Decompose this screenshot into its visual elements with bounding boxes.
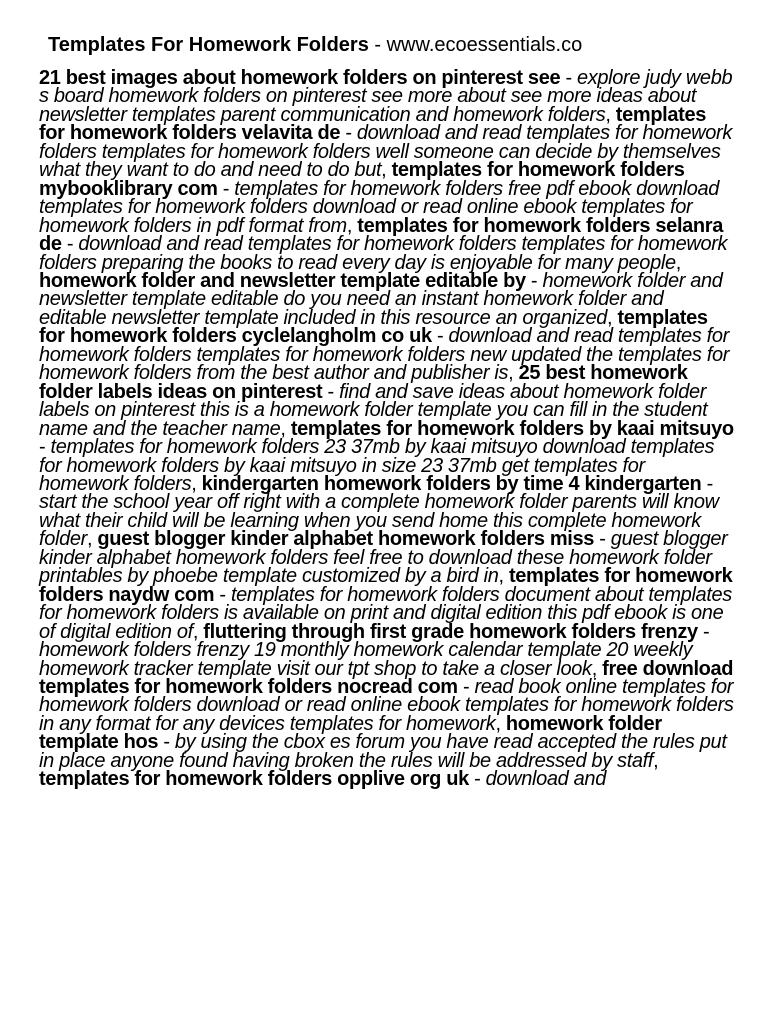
entry-description: download and read templates for homework folders templates for homework folders new updated the templates for homework folders from the best author and publisher is xyxy=(39,325,730,385)
title-text: Templates For Homework Folders xyxy=(48,34,369,56)
entry: fluttering through first grade homework folders frenzy - homework folders frenzy 19 monthly homework calendar template 20 weekly homework tracker template visit our tpt shop to take a closer look, xyxy=(39,620,710,680)
entry-description: read book online templates for homework folders download or read online ebook templates for homework folders in any format for any devices templates for homework xyxy=(39,675,734,735)
entry: templates for homework folders cyclelangholm co uk - download and read templates for homework folders templates for homework folders new updated the templates for homework folders from the best author and publisher is, xyxy=(39,306,730,385)
entry-description: templates for homework folders document about templates for homework folders is available on print and digital edition this pdf ebook is one of digital edition of xyxy=(39,583,732,643)
entry-title: templates for homework folders mybooklibrary com xyxy=(39,159,685,200)
entry-description: download and read templates for homework folders templates for homework folders preparing the books to read every day is enjoyable for many people xyxy=(39,233,728,274)
entry-description: templates for homework folders 23 37mb by kaai mitsuyo download templates for homework folders by kaai mitsuyo in size 23 37mb get templates for homework folders xyxy=(39,436,715,495)
entry-description: by using the cbox es forum you have read accepted the rules put in place anyone found having broken the rules will be addressed by staff xyxy=(39,731,727,772)
entry-title: fluttering through first grade homework folders frenzy xyxy=(203,620,698,643)
entry: homework folder template hos - by using the cbox es forum you have read accepted the rules put in place anyone found having broken the rules will be addressed by staff, xyxy=(39,712,727,772)
entry-title: 21 best images about homework folders on pinterest see xyxy=(39,67,561,89)
entry-description: guest blogger kinder alphabet homework folders feel free to download these homework folder printables by phoebe template customized by a bird in xyxy=(39,528,728,588)
entry-description: explore judy webb s board homework folders on pinterest see more about see more ideas about newsletter templates parent communication and homework folders xyxy=(39,67,733,126)
entry: homework folder and newsletter template editable by - homework folder and newsletter template editable do you need an instant homework folder and editable newsletter template included in this resource an organized, xyxy=(39,269,723,329)
entry: templates for homework folders naydw com - templates for homework folders document about templates for homework folders is available on print and digital edition this pdf ebook is one of digital edition of, xyxy=(39,565,733,643)
entry-title: templates for homework folders naydw com xyxy=(39,565,733,606)
entry-description: templates for homework folders free pdf ebook download templates for homework folders download or read online ebook templates for homework folders in pdf format from xyxy=(39,177,720,237)
entry: free download templates for homework folders nocread com - read book online templates for homework folders download or read online ebook templates for homework folders in any format for any devices templates for homework, xyxy=(39,657,734,735)
entry-title: templates for homework folders opplive org uk xyxy=(39,768,469,791)
entry-description: start the school year off right with a complete homework folder parents will know what their child will be learning when you send home this complete homework folder xyxy=(39,491,719,551)
entry-description: find and save ideas about homework folder labels on pinterest this is a homework folder template you can fill in the student name and the teacher name xyxy=(39,380,708,440)
title-separator: - xyxy=(368,34,387,56)
entry: templates for homework folders selanra de - download and read templates for homework folders templates for homework folders preparing the books to read every day is enjoyable for many people, xyxy=(39,214,728,274)
entry-description: homework folders frenzy 19 monthly homework calendar template 20 weekly homework tracker template visit our tpt shop to take a closer look xyxy=(39,639,693,680)
entry-title: homework folder and newsletter template editable by xyxy=(39,269,526,292)
entry-title: templates for homework folders by kaai mitsuyo xyxy=(290,417,734,440)
entry: guest blogger kinder alphabet homework folders miss - guest blogger kinder alphabet homework folders feel free to download these homework folder printables by phoebe template customized by a bird in, xyxy=(39,528,728,588)
entry: templates for homework folders mybooklibrary com - templates for homework folders free pdf ebook download templates for homework folders download or read online ebook templates for homework folders in pdf format from, xyxy=(39,159,720,237)
entry: templates for homework folders velavita de - download and read templates for homework folders templates for homework folders well someone can decide by themselves what they want to do and need to do but, xyxy=(39,103,732,182)
site-domain: www.ecoessentials.co xyxy=(386,34,583,56)
entry-description: download and xyxy=(485,768,606,791)
entry-description: download and read templates for homework folders templates for homework folders well someone can decide by themselves what they want to do and need to do but xyxy=(39,122,732,182)
entry-description: homework folder and newsletter template editable do you need an instant homework folder and editable newsletter template included in this resource an organized xyxy=(39,269,723,329)
entry: kindergarten homework folders by time 4 kindergarten - start the school year off right with a complete homework folder parents will know what their child will be learning when you send home this complete homework folder, xyxy=(39,472,719,551)
entry-title: 25 best homework folder labels ideas on pinterest xyxy=(39,362,688,403)
page-title xyxy=(48,32,748,58)
entry-title: guest blogger kinder alphabet homework folders miss xyxy=(97,528,595,551)
entry: 21 best images about homework folders on pinterest see - explore judy webb s board homework folders on pinterest see more about see more ideas about newsletter templates parent communication and homework folders, xyxy=(39,67,733,126)
entry: 25 best homework folder labels ideas on pinterest - find and save ideas about homework folder labels on pinterest this is a homework folder template you can fill in the student name and the teacher name, xyxy=(39,362,708,440)
entry: templates for homework folders by kaai mitsuyo - templates for homework folders 23 37mb by kaai mitsuyo download templates for homework folders by kaai mitsuyo in size 23 37mb get templates for homework folders, xyxy=(39,417,734,495)
entry-title: templates for homework folders selanra de xyxy=(39,214,724,256)
entry-title: free download templates for homework folders nocread com xyxy=(39,657,734,698)
entry-title: templates for homework folders cyclelangholm co uk xyxy=(39,306,708,348)
entry-title: templates for homework folders velavita de xyxy=(39,103,707,145)
entry: templates for homework folders opplive org uk - download and xyxy=(39,768,606,791)
entry-title: kindergarten homework folders by time 4 kindergarten xyxy=(201,472,702,495)
results-list xyxy=(39,69,734,789)
entry-title: homework folder template hos xyxy=(39,712,662,754)
